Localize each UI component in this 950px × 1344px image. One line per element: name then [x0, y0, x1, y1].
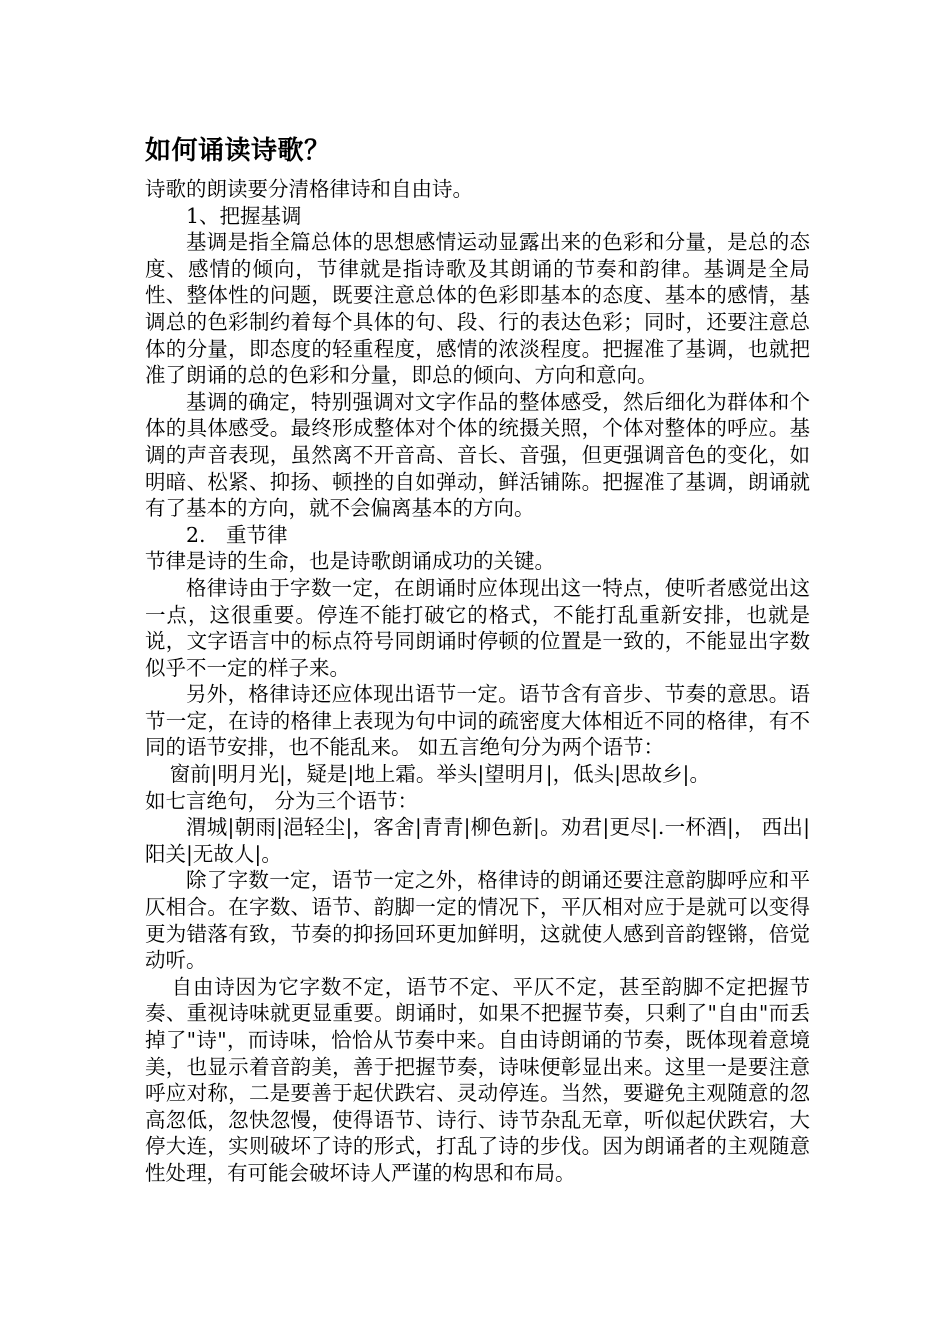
body-paragraph: 基调是指全篇总体的思想感情运动显露出来的色彩和分量，是总的态度、感情的倾向，节律就是指诗歌及其朗诵的节奏和韵律。基调是全局性、整体性的问题，既要注意总体的色彩即基本的态度、基本的感情，基调总的色彩制约着每个具体的句、段、行的表达色彩；同时，还要注意总体的分量，即态度的轻重程度，感情的浓淡程度。把握准了基调，也就把准了朗诵的总的色彩和分量，即总的倾向、方向和意向。	[145, 230, 810, 388]
document-title: 如何诵读诗歌？	[145, 136, 331, 166]
intro-paragraph: 诗歌的朗读要分清格律诗和自由诗。	[145, 177, 473, 201]
section-heading-2: 2. 重节律	[186, 522, 288, 547]
body-paragraph: 如七言绝句， 分为三个语节：	[145, 788, 419, 813]
body-paragraph: 格律诗由于字数一定，在朗诵时应体现出这一特点，使听者感觉出这一点，这很重要。停连不能打破它的格式，不能打乱重新安排，也就是说，文字语言中的标点符号同朗诵时停顿的位置是一致的，不能显出字数似乎不一定的样子来。	[145, 575, 810, 680]
section-heading-1: 1、把握基调	[186, 203, 302, 228]
body-paragraph: 另外，格律诗还应体现出语节一定。语节含有音步、节奏的意思。语节一定，在诗的格律上表现为句中词的疏密度大体相近不同的格律，有不同的语节安排，也不能乱来。 如五言绝句分为两个语节：	[145, 682, 810, 760]
body-paragraph: 基调的确定，特别强调对文字作品的整体感受，然后细化为群体和个体的具体感受。最终形成整体对个体的统摄关照，个体对整体的呼应。基调的声音表现，虽然离不开音高、音长、音强，但更强调音色的变化，如明暗、松紧、抑扬、顿挫的自如弹动，鲜活铺陈。把握准了基调，朗诵就有了基本的方向，就不会偏离基本的方向。	[145, 389, 810, 521]
poem-example-seven-char: 渭城|朝雨|浥轻尘|，客舍|青青|柳色新|。劝君|更尽|.一杯酒|， 西出|阳关|无故人|。	[145, 815, 810, 866]
poem-example-five-char: 窗前|明月光|，疑是|地上霜。举头|望明月|，低头|思故乡|。	[169, 762, 710, 787]
body-paragraph: 自由诗因为它字数不定，语节不定、平仄不定，甚至韵脚不定把握节奏、重视诗味就更显重要。朗诵时，如果不把握节奏，只剩了"自由"而丢掉了"诗"，而诗味，恰恰从节奏中来。自由诗朗诵的节奏，既体现着意境美，也显示着音韵美，善于把握节奏，诗味便彰显出来。这里一是要注意呼应对称，二是要善于起伏跌宕、灵动停连。当然，要避免主观随意的忽高忽低，忽快忽慢，使得语节、诗行、诗节杂乱无章，听似起伏跌宕，大停大连，实则破坏了诗的形式，打乱了诗的步伐。因为朗诵者的主观随意性处理，有可能会破坏诗人严谨的构思和布局。	[145, 974, 810, 1185]
body-paragraph: 节律是诗的生命，也是诗歌朗诵成功的关键。	[145, 549, 555, 574]
body-paragraph: 除了字数一定，语节一定之外，格律诗的朗诵还要注意韵脚呼应和平仄相合。在字数、语节、韵脚一定的情况下，平仄相对应于是就可以变得更为错落有致，节奏的抑扬回环更加鲜明，这就使人感到音韵铿锵，倍觉动听。	[145, 868, 810, 973]
